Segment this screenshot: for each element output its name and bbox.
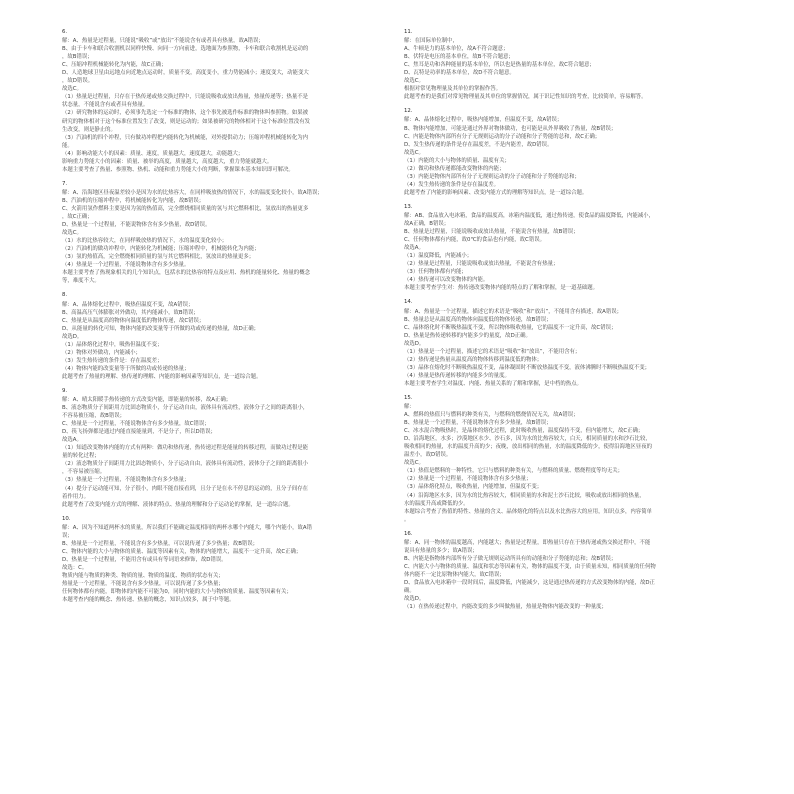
- answer-line: （2）物体对外做功，内能减小；: [62, 349, 141, 356]
- answer-line: （2）汽油机的做功冲程中，内能转化为机械能；压缩冲程中，机械能转化为内能；: [62, 246, 260, 253]
- question-number: 7.: [62, 180, 68, 187]
- answer-line: D、食品放入电冰箱中一段时间后，温度降低，内能减少，这是通过热传递的方式改变物体的内能，故D正: [404, 580, 655, 586]
- answer-line: 故选A。: [62, 437, 82, 444]
- answer-line: （1）热量是过程量，只存在于热传递或热交换过程中，只能说吸收或放出热量，热量传递等；热量不是: [62, 94, 309, 101]
- answer-line: 着作用力。: [62, 493, 89, 500]
- right-column: [404, 28, 754, 617]
- answer-line: 解：A、晶体熔化过程中，吸热但温度不变，故A错误；: [62, 301, 194, 308]
- answer-line: （2）热量是一个过程量，不能说物体含有多少热量；: [404, 476, 532, 483]
- answer-line: （3）发生热传递的条件是：存在温度差；: [62, 357, 163, 364]
- question-number: 13.: [404, 203, 413, 210]
- answer-block: [404, 107, 754, 197]
- answer-line: B、汽油机的压缩冲程中，将机械能转化为内能，故B错误；: [62, 197, 205, 204]
- answer-line: B、热量是过程量，只能说吸收或放出热量，不能说含有热量，故B错误；: [404, 229, 579, 236]
- answer-line: D、筷飞扬弹都是通过内能直接能量到，不是分子，所以D错误；: [62, 429, 216, 436]
- answer-line: B、伏特是电压的基本单位，故B不符合题意；: [404, 54, 514, 61]
- answer-line: ，故D错误。: [62, 78, 94, 85]
- answer-line: 本题主要考查了热量、参照物、热机、动能和重力势能大小的判断，掌握课本基本知识即可解决。: [62, 166, 294, 173]
- answer-line: 吸收相同的热量，水的温度升高的少；夜晚，放出相同的热量，水的温度降低的少，使得沿海地区昼夜的: [404, 444, 652, 451]
- answer-line: B、热量是一个过程量，不能说含有多少热量，可以说传递了多少热量；故B错误；: [62, 540, 259, 547]
- answer-line: （1）晶体熔化过程中，吸热但温度不变；: [62, 341, 163, 348]
- left-column: [62, 28, 412, 610]
- answer-line: 根据对常见物理量及其单位的掌握作答。: [404, 86, 502, 93]
- answer-line: B、内能是指物体内部所有分子做无规则运动所具有的动能和分子势能的总和；故B错误；: [404, 555, 617, 562]
- answer-line: 解：A、沿海地区昼夜温差较小是因为水的比热容大，在同样吸放热的情况下，水的温度变化较小，故A错误；: [62, 189, 323, 196]
- answer-block: [62, 515, 412, 605]
- question-number: 14.: [404, 299, 413, 306]
- question-number: 8.: [62, 292, 68, 299]
- answer-line: 本题主要考查了热现象相关的几个知识点，包括水的比热容的特点及应用、热机的能量转化、热量的概念: [62, 270, 310, 277]
- answer-line: （3）晶体在熔化时不断吸热温度不变，晶体凝固时不断放热温度不变，液体沸腾时不断吸热温度不变；: [404, 364, 651, 371]
- answer-line: 影响重力势能大小的因素：质量、被举的高度，质量越大，高度越大，重力势能就越大。: [62, 158, 273, 165]
- answer-line: 故选D。: [404, 596, 425, 603]
- answer-block: [404, 530, 754, 611]
- answer-line: 解：A、热量是一个过程量，描述它的术语是“吸收”和“放出”，不能用含有描述，故A错误；: [404, 308, 622, 315]
- answer-line: 此题考查了热量的理解、热传递的理解、内能的影响因素等知识点，是一道综合题。: [62, 373, 262, 380]
- answer-line: 故选A。: [404, 245, 424, 252]
- answer-line: （3）氢的热值高，完全燃烧相同质量的氢与其它燃料相比，氢放出的热量更多；: [62, 254, 255, 261]
- answer-block: [404, 28, 754, 101]
- answer-line: （2）做功和热传递都能改变物体的内能；: [404, 165, 505, 172]
- answer-line: 解：AB、食品放入电冰箱，食品的温度高，冰箱内温度低，通过热传递，使食品的温度降低，内能减小，: [404, 212, 654, 219]
- answer-line: C、内能是物体内部所有分子无规则运动的分子动能和分子势能的总和，故C正确；: [404, 133, 601, 140]
- answer-line: 本题主要考查学生对温度、内能、热量关系的了解和掌握，是中档的热点。: [404, 380, 582, 387]
- answer-line: C、晶体熔化时不断吸热温度不变，所以物体吸收热量，它的温度不一定升高，故C错误；: [404, 324, 617, 331]
- answer-line: （4）发生热传递的条件是存在温度差。: [404, 181, 500, 188]
- answer-line: 解：A、晶体熔化过程中，吸热内能增加，但温度不变，故A错误；: [404, 117, 563, 124]
- answer-line: D、热量是热传递转移的内能多少的量度，故D正确。: [404, 332, 531, 339]
- answer-block: [62, 180, 412, 286]
- answer-line: 故选C。: [404, 460, 424, 467]
- answer-line: B、液态物质分子间距用力比固态物质小，分子运动自由，液体具有流动性，液体分子之间的距离很小，: [62, 405, 309, 412]
- answer-line: C、火箭用氢作燃料主要是因为氢的热值高，完全燃烧相同质量的氢与其它燃料相比，氢放出的热量更多: [62, 205, 309, 212]
- answer-line: 解：A、晴太阳暖手热传递的方式改变内能，即能量的转移，故A正确；: [62, 397, 232, 404]
- answer-line: C、焦耳是功和各种能量的基本单位，所以也是热量的基本单位，故C符合题意；: [404, 62, 595, 69]
- answer-line: 任何物体都有内能，即物体的内能不可能为0，同时内能的大小与物体的质量、温度等因素有关；: [62, 589, 292, 596]
- answer-line: D、热量是一个过程量，不能说物体含有多少热量，故D错误。: [62, 222, 211, 229]
- answer-line: ，不容易被压缩。: [62, 469, 106, 476]
- answer-line: D、沿海地区，水多；沙漠地区水少、沙石多，因为水的比热容较大，白天，相同质量的水和沙石比较，: [404, 436, 651, 443]
- answer-line: B、热量是一个过程量，不能说物体含有多少热量，故B错误；: [404, 420, 552, 427]
- answer-block: [404, 203, 754, 293]
- answer-line: 温差小，故D错误。: [404, 452, 452, 459]
- answer-line: （4）沿海地区水多，因为水的比热容较大，相同质量的水和泥土沙石比较，吸收或放出相同的热量，: [404, 492, 645, 499]
- question-number: 9.: [62, 387, 68, 394]
- answer-line: D、发生热传递的条件是存在温度差，不是内能差，故D错误。: [404, 141, 553, 148]
- answer-line: （2）热传递是热量从温度高的物体转移到温度低的物体；: [404, 356, 543, 363]
- answer-line: （1）热量是一个过程量，描述它的术语是“吸收”和“放出”，不能用含有；: [404, 348, 581, 355]
- answer-line: （4）热量是一个过程量，不能说物体含有多少热量。: [62, 262, 190, 269]
- answer-line: （4）热传递可以改变物体的内能。: [404, 277, 489, 284]
- answer-line: 故选D。: [62, 333, 83, 340]
- answer-line: C、任何物体都有内能，故0℃的食品也有内能，故C错误。: [404, 237, 545, 244]
- answer-line: 故选C。: [404, 78, 424, 85]
- answer-line: （1）热值是燃料的一种特性，它只与燃料的种类有关，与燃料的质量、燃烧程度等均无关；: [404, 468, 624, 475]
- answer-line: B、由于卡车和联合收割机以同样快慢、向同一方向前进，选地面为参照物，卡车和联合收割机是运动的: [62, 46, 309, 53]
- answer-line: 解：A、因为不知道两杯水的质量，所以我们不能确定温度相同的两杯水哪个内能大，哪个内能小，故A错: [62, 524, 312, 531]
- answer-block: [404, 394, 754, 524]
- answer-line: （1）知道改变物体内能的方式有两种：做功和热传递，热传递过程是能量的转移过程，而做功过程是能: [62, 445, 309, 452]
- answer-line: A、牛顿是力的基本单位，故A不符合题意；: [404, 46, 509, 53]
- answer-line: （2）研究物体的运动时，必须事先选定一个标准的物体，这个事先被选作标准的物体叫参照物。如果被: [62, 110, 309, 117]
- answer-line: C、冰水混合物吸热时，是晶体的熔化过程，此时吸收热量，温度保持不变，但内能增大，故C正确；: [404, 428, 644, 435]
- answer-line: 解：A、同一物体的温度越高，内能越大；热量是过程量，即热量只存在于热传递或热交换过程中，不能: [404, 539, 651, 546]
- answer-line: 此题考查了改变内能方式的理解、液体的特点、热量的理解和分子运动论的掌握，是一道综合题。: [62, 501, 294, 508]
- answer-line: 等，难度不大。: [62, 278, 100, 285]
- answer-line: （3）任何物体都有内能；: [404, 269, 467, 276]
- answer-line: C、热量是一个过程量，不能说物体含有多少热量，故C错误；: [62, 421, 210, 428]
- answer-line: 此题考查的是我们对常见物理量及其单位的掌握情况，属于识记性知识的考查，比较简单，容易解答。: [404, 94, 647, 101]
- answer-block: [62, 291, 412, 381]
- answer-line: 故选D。: [404, 340, 425, 347]
- answer-line: B、物体内能增加，可能是通过外界对物体做功，也可能是从外界吸收了热量，故B错误；: [404, 125, 617, 132]
- answer-line: 量的转化过程；: [62, 453, 100, 460]
- answer-line: 解：: [404, 404, 415, 411]
- answer-block: [62, 28, 412, 174]
- answer-line: 误；: [62, 532, 73, 539]
- answer-line: ，故B错误；: [62, 54, 93, 61]
- answer-line: （3）晶体熔化特点，吸收热量，内能增加，但温度不变；: [404, 484, 543, 491]
- question-number: 6.: [62, 29, 68, 35]
- answer-line: C、内能大小与物体的质量、温度和状态等因素有关，物体的温度不变，由于质量未知，相同质量的任何物: [404, 563, 656, 570]
- answer-line: （3）内能是物体内部所有分子无规则运动的分子动能和分子势能的总和；: [404, 173, 580, 180]
- answer-line: C、压缩冲程机械能转化为内能，故C正确；: [62, 62, 167, 69]
- question-number: 10.: [62, 515, 71, 522]
- answer-line: 故选：C。: [62, 564, 88, 571]
- answer-line: 确。: [404, 588, 415, 595]
- answer-line: 物质内能与物质的种类、物质的量、物质的温度、物质的状态有关；: [62, 573, 224, 579]
- answer-line: D、从能量的转化可知，物体内能的改变量等于所做的功或传递的热量，故D正确；: [62, 325, 259, 332]
- question-number: 11.: [404, 29, 413, 35]
- question-number: 16.: [404, 530, 413, 537]
- answer-line: （1）水的比热容较大，在同样吸放热的情况下，水的温度变化较小；: [62, 238, 228, 245]
- answer-line: 故A正确，B错误；: [404, 221, 450, 228]
- answer-line: （1）在热传递过程中，内能改变的多少叫做热量，热量是物体内能改变的一种量度；: [404, 604, 607, 611]
- answer-line: 。: [404, 516, 410, 523]
- answer-line: 本题考查内能的概念、热传递、热量的概念，知识点较多，属于中等题。: [62, 597, 235, 604]
- answer-block: [404, 298, 754, 388]
- answer-line: 故选C。: [404, 149, 424, 156]
- answer-line: C、物体内能的大小与物体的质量、温度等因素有关，物体的内能增大，温度不一定升高，故C正确；: [62, 548, 302, 555]
- answer-line: （4）影响动能大小的因素：质量、速度，质量越大，速度越大，动能越大；: [62, 150, 244, 157]
- answer-line: 故选C。: [62, 86, 82, 93]
- answer-line: ，故C正确；: [62, 214, 93, 221]
- answer-line: （3）汽油机的四个冲程，只有做功冲程把内能转化为机械能，对外提供动力；压缩冲程机械能转化为内: [62, 134, 309, 141]
- answer-line: （4）热量是热传递转移的内能多少的量度。: [404, 372, 510, 379]
- answer-line: 本题综合考查了热值的特性、热量的含义、晶体熔化的特点以及水比热容大的应用，知识点多，内容简单: [404, 508, 652, 515]
- answer-line: B、热量总是从温度高的物体向温度低的物体传递，故B错误；: [404, 316, 552, 323]
- answer-line: 状态量，不能说含有或者具有热量。: [62, 102, 149, 109]
- answer-line: 不容易被压缩，故B错误；: [62, 413, 125, 420]
- answer-line: 研究的物体相对于这个标准位置发生了改变，则是运动的；如果被研究的物体相对于这个标准位置没有发: [62, 118, 310, 125]
- answer-line: 说具有热量的多少；故A错误；: [404, 547, 478, 554]
- question-number: 15.: [404, 394, 413, 401]
- answer-line: 故选C。: [62, 230, 82, 237]
- answer-line: （3）热量是一个过程量，不能说物体含有多少热量；: [62, 477, 190, 484]
- answer-line: （1）内能的大小与物体的质量、温度有关；: [404, 157, 510, 164]
- answer-line: 此题考查了内能的影响因素、改变内能方式的理解等知识点，是一道综合题。: [404, 189, 588, 196]
- answer-line: （1）温度降低，内能减小；: [404, 253, 473, 260]
- question-number: 12.: [404, 108, 413, 115]
- answer-line: （2）热量是过程量，只能说吸收或放出热量，不能说含有热量；: [404, 261, 559, 268]
- answer-line: （4）物体内能的改变量等于所做的功或传递的热量；: [62, 365, 190, 372]
- answer-line: 解：在国际单位制中，: [404, 38, 458, 45]
- answer-line: （2）液态物质分子间距用力比固态物质小，分子运动自由，液体具有流动性，液体分子之间的距离很小: [62, 461, 309, 468]
- answer-line: D、热量是一个过程量，不能用含有或具有等词语来修饰，故D错误。: [62, 556, 227, 563]
- answer-line: B、高温高压气体膨胀对外做功，其内能减小，故B错误；: [62, 309, 199, 316]
- answer-line: D、人造地球卫星由远地点向近地点运动时，质量不变，高度变小，重力势能减小；速度变大，动能变大: [62, 70, 309, 77]
- answer-line: 热量是一个过程量，不能说含有多少热量，可以说传递了多少热量；: [62, 581, 224, 588]
- answer-line: 本题主要考查学生对：热传递改变物体内能的特点的了解和掌握，是一道基础题。: [404, 285, 599, 292]
- answer-line: 解：A、热量是过程量，只能说“吸收”或“放出”不能说含有或者具有热量，故A错误；: [62, 38, 264, 45]
- answer-line: （4）提分子运动能可知，分子很小，肉眼不能直接看到，且分子是在永不停息的运动的，且分子间存在: [62, 485, 309, 492]
- answer-line: C、热量是从温度高的物体向温度低的物体传递，故C错误；: [62, 317, 205, 324]
- answer-block: [62, 387, 412, 509]
- answer-line: A、燃料的热值只与燃料的种类有关，与燃料的燃烧情况无关，故A错误；: [404, 412, 579, 419]
- answer-line: 生改变，则是静止的。: [62, 126, 116, 133]
- answer-line: 体内能不一定比原物体内能大，故C错误；: [404, 571, 505, 578]
- answer-line: 水的温度升高或降低的少。: [404, 500, 469, 507]
- answer-line: 能。: [62, 142, 73, 149]
- answer-line: D、瓦特是功率的基本单位，故D不符合题意。: [404, 70, 515, 77]
